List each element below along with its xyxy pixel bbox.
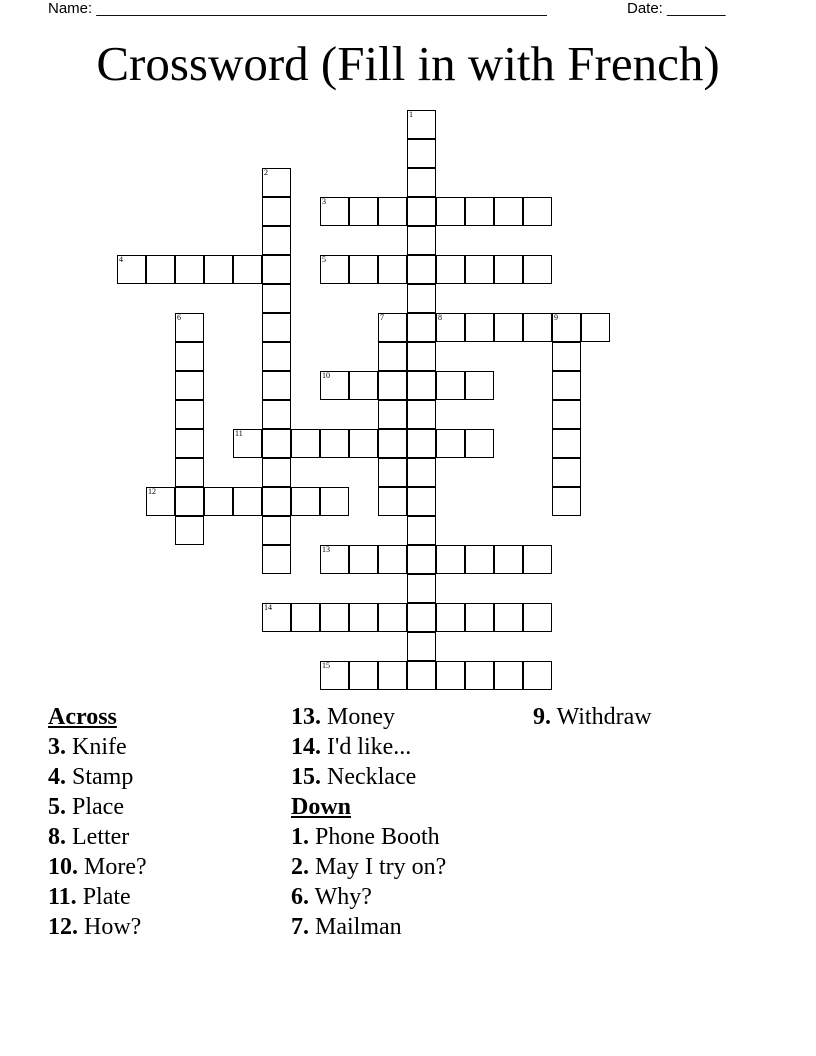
cell-number: 8	[438, 313, 442, 322]
grid-cell[interactable]	[262, 168, 291, 197]
cell-number: 14	[264, 603, 272, 612]
grid-cell[interactable]	[378, 545, 407, 574]
grid-cell[interactable]	[407, 197, 436, 226]
clue-number: 7.	[291, 914, 309, 940]
grid-cell[interactable]	[378, 371, 407, 400]
grid-cell[interactable]	[262, 197, 291, 226]
clue-text: May I try on?	[309, 854, 447, 880]
clue-number: 13.	[291, 704, 321, 730]
clue-text: Place	[66, 794, 124, 820]
clue-down-1	[291, 822, 446, 852]
cell-number: 1	[409, 110, 413, 119]
grid-cell[interactable]	[378, 661, 407, 690]
grid-cell[interactable]	[349, 661, 378, 690]
clue-across-11	[48, 882, 147, 912]
grid-cell[interactable]	[378, 458, 407, 487]
clue-down-2	[291, 852, 446, 882]
clue-number: 10.	[48, 854, 78, 880]
page-title: Crossword (Fill in with French)	[96, 36, 720, 91]
grid-cell[interactable]	[407, 168, 436, 197]
clues-section	[0, 702, 816, 962]
grid-cell[interactable]	[494, 603, 523, 632]
clue-text: More?	[78, 854, 147, 880]
grid-cell[interactable]	[465, 661, 494, 690]
clue-down-6	[291, 882, 446, 912]
grid-cell[interactable]	[320, 487, 349, 516]
grid-cell[interactable]	[349, 197, 378, 226]
clue-number: 12.	[48, 914, 78, 940]
clue-text: How?	[78, 914, 142, 940]
grid-cell[interactable]	[523, 545, 552, 574]
grid-cell[interactable]	[407, 574, 436, 603]
grid-cell[interactable]	[175, 487, 204, 516]
grid-cell[interactable]	[291, 487, 320, 516]
clue-number: 2.	[291, 854, 309, 880]
grid-cell[interactable]	[436, 661, 465, 690]
clue-across-4	[48, 762, 147, 792]
clue-across-15	[291, 762, 446, 792]
grid-cell[interactable]	[262, 313, 291, 342]
grid-cell[interactable]	[378, 197, 407, 226]
grid-cell[interactable]	[175, 429, 204, 458]
grid-cell[interactable]	[494, 197, 523, 226]
grid-cell[interactable]	[378, 487, 407, 516]
grid-cell[interactable]	[175, 313, 204, 342]
grid-cell[interactable]	[407, 458, 436, 487]
grid-cell[interactable]	[494, 255, 523, 284]
grid-cell[interactable]	[436, 255, 465, 284]
grid-cell[interactable]	[494, 313, 523, 342]
clue-number: 11.	[48, 884, 77, 910]
grid-cell[interactable]	[407, 226, 436, 255]
grid-cell[interactable]	[320, 545, 349, 574]
grid-cell[interactable]	[407, 371, 436, 400]
grid-cell[interactable]	[552, 371, 581, 400]
grid-cell[interactable]	[320, 661, 349, 690]
grid-cell[interactable]	[117, 255, 146, 284]
grid-cell[interactable]	[523, 661, 552, 690]
cell-number: 15	[322, 661, 330, 670]
grid-cell[interactable]	[436, 371, 465, 400]
grid-cell[interactable]	[465, 429, 494, 458]
down-heading: Down	[291, 794, 352, 820]
grid-cell[interactable]	[378, 255, 407, 284]
clue-text: Phone Booth	[309, 824, 440, 850]
grid-cell[interactable]	[204, 487, 233, 516]
cell-number: 5	[322, 255, 326, 264]
cell-number: 3	[322, 197, 326, 206]
clue-number: 4.	[48, 764, 66, 790]
clue-number: 8.	[48, 824, 66, 850]
grid-cell[interactable]	[349, 429, 378, 458]
grid-cell[interactable]	[407, 545, 436, 574]
grid-cell[interactable]	[320, 429, 349, 458]
clue-number: 1.	[291, 824, 309, 850]
grid-cell[interactable]	[552, 458, 581, 487]
grid-cell[interactable]	[436, 197, 465, 226]
grid-cell[interactable]	[407, 516, 436, 545]
grid-cell[interactable]	[523, 313, 552, 342]
grid-cell[interactable]	[175, 371, 204, 400]
cell-number: 6	[177, 313, 181, 322]
clue-across-13	[291, 702, 446, 732]
grid-cell[interactable]	[552, 429, 581, 458]
grid-cell[interactable]	[204, 255, 233, 284]
clue-text: Why?	[309, 884, 372, 910]
grid-cell[interactable]	[349, 545, 378, 574]
name-field[interactable]: Name: ______________________________________________________	[48, 0, 547, 17]
clue-text: Letter	[66, 824, 130, 850]
grid-cell[interactable]	[175, 516, 204, 545]
grid-cell[interactable]	[233, 255, 262, 284]
grid-cell[interactable]	[378, 400, 407, 429]
grid-cell[interactable]	[233, 429, 262, 458]
cell-number: 2	[264, 168, 268, 177]
grid-cell[interactable]	[523, 603, 552, 632]
grid-cell[interactable]	[436, 313, 465, 342]
grid-cell[interactable]	[349, 603, 378, 632]
clue-column-3	[533, 702, 652, 732]
clue-text: Mailman	[309, 914, 402, 940]
cell-number: 9	[554, 313, 558, 322]
grid-cell[interactable]	[407, 603, 436, 632]
across-heading: Across	[48, 704, 117, 730]
clue-number: 3.	[48, 734, 66, 760]
grid-cell[interactable]	[262, 458, 291, 487]
grid-cell[interactable]	[552, 400, 581, 429]
cell-number: 10	[322, 371, 330, 380]
clue-column-2	[291, 702, 446, 942]
clue-down-7	[291, 912, 446, 942]
grid-cell[interactable]	[262, 255, 291, 284]
grid-cell[interactable]	[465, 603, 494, 632]
grid-cell[interactable]	[262, 603, 291, 632]
grid-cell[interactable]	[378, 313, 407, 342]
grid-cell[interactable]	[349, 255, 378, 284]
grid-cell[interactable]	[465, 313, 494, 342]
grid-cell[interactable]	[465, 545, 494, 574]
clue-across-3	[48, 732, 147, 762]
cell-number: 13	[322, 545, 330, 554]
clue-text: Stamp	[66, 764, 134, 790]
grid-cell[interactable]	[407, 284, 436, 313]
clue-column-1	[48, 702, 147, 942]
grid-cell[interactable]	[291, 603, 320, 632]
grid-cell[interactable]	[349, 371, 378, 400]
grid-cell[interactable]	[436, 545, 465, 574]
grid-cell[interactable]	[552, 313, 581, 342]
grid-cell[interactable]	[262, 371, 291, 400]
date-field[interactable]: Date: _______	[627, 0, 726, 17]
cell-number: 12	[148, 487, 156, 496]
grid-cell[interactable]	[262, 516, 291, 545]
clue-across-14	[291, 732, 446, 762]
grid-cell[interactable]	[146, 487, 175, 516]
clue-across-8	[48, 822, 147, 852]
cell-number: 4	[119, 255, 123, 264]
clue-across-10	[48, 852, 147, 882]
grid-cell[interactable]	[175, 255, 204, 284]
grid-cell[interactable]	[262, 342, 291, 371]
grid-cell[interactable]	[407, 139, 436, 168]
clue-text: Necklace	[321, 764, 417, 790]
grid-cell[interactable]	[465, 197, 494, 226]
grid-cell[interactable]	[494, 661, 523, 690]
grid-cell[interactable]	[320, 255, 349, 284]
grid-cell[interactable]	[407, 632, 436, 661]
grid-cell[interactable]	[523, 197, 552, 226]
clue-text: Money	[321, 704, 395, 730]
clue-number: 15.	[291, 764, 321, 790]
grid-cell[interactable]	[407, 313, 436, 342]
grid-cell[interactable]	[378, 429, 407, 458]
grid-cell[interactable]	[407, 429, 436, 458]
grid-cell[interactable]	[552, 342, 581, 371]
grid-cell[interactable]	[407, 400, 436, 429]
clue-text: Withdraw	[551, 704, 652, 730]
grid-cell[interactable]	[436, 429, 465, 458]
grid-cell[interactable]	[262, 429, 291, 458]
grid-cell[interactable]	[465, 255, 494, 284]
clue-number: 5.	[48, 794, 66, 820]
grid-cell[interactable]	[175, 342, 204, 371]
grid-cell[interactable]	[175, 400, 204, 429]
cell-number: 7	[380, 313, 384, 322]
grid-cell[interactable]	[262, 545, 291, 574]
grid-cell[interactable]	[407, 110, 436, 139]
grid-cell[interactable]	[233, 487, 262, 516]
grid-cell[interactable]	[523, 255, 552, 284]
grid-cell[interactable]	[552, 487, 581, 516]
grid-cell[interactable]	[494, 545, 523, 574]
grid-cell[interactable]	[465, 371, 494, 400]
grid-cell[interactable]	[262, 284, 291, 313]
grid-cell[interactable]	[407, 487, 436, 516]
grid-cell[interactable]	[320, 197, 349, 226]
grid-cell[interactable]	[378, 342, 407, 371]
grid-cell[interactable]	[436, 603, 465, 632]
grid-cell[interactable]	[320, 371, 349, 400]
clue-text: I'd like...	[321, 734, 412, 760]
clue-across-12	[48, 912, 147, 942]
clue-text: Knife	[66, 734, 127, 760]
grid-cell[interactable]	[291, 429, 320, 458]
grid-cell[interactable]	[581, 313, 610, 342]
grid-cell[interactable]	[407, 342, 436, 371]
cell-number: 11	[235, 429, 243, 438]
clue-number: 9.	[533, 704, 551, 730]
grid-cell[interactable]	[262, 226, 291, 255]
grid-cell[interactable]	[407, 255, 436, 284]
grid-cell[interactable]	[262, 400, 291, 429]
clue-number: 6.	[291, 884, 309, 910]
grid-cell[interactable]	[378, 603, 407, 632]
clue-down-9	[533, 702, 652, 732]
grid-cell[interactable]	[262, 487, 291, 516]
clue-number: 14.	[291, 734, 321, 760]
grid-cell[interactable]	[175, 458, 204, 487]
grid-cell[interactable]	[146, 255, 175, 284]
grid-cell[interactable]	[320, 603, 349, 632]
clue-text: Plate	[76, 884, 131, 910]
grid-cell[interactable]	[407, 661, 436, 690]
clue-across-5	[48, 792, 147, 822]
